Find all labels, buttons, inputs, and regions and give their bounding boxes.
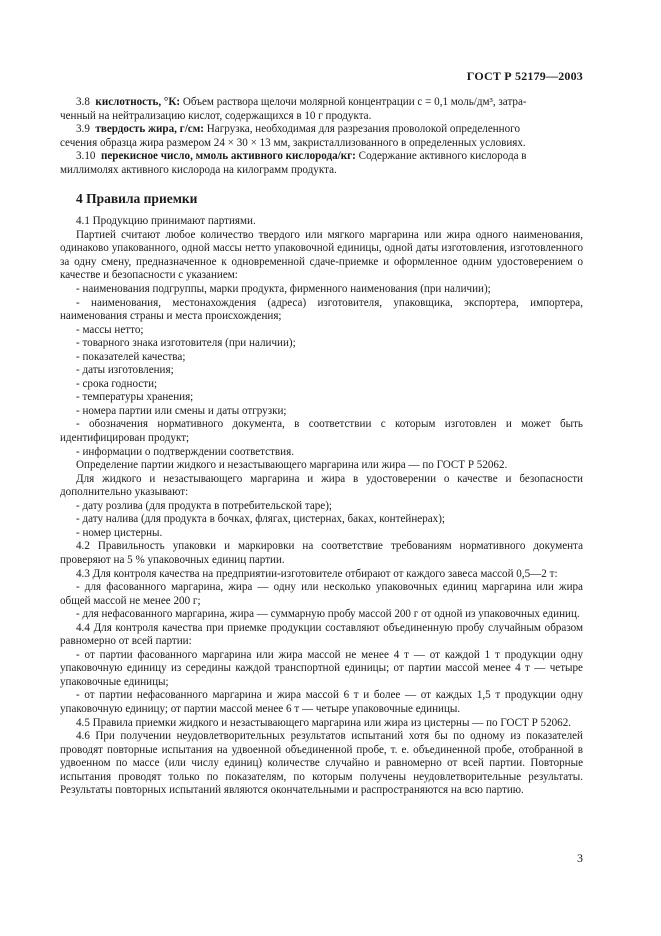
- def-number: 3.10: [76, 150, 96, 163]
- definition-3-9: [60, 123, 583, 150]
- def-term: твердость жира, г/см:: [95, 123, 204, 136]
- liquid-intro: Для жидкого и незастывающего маргарина и жира в удостоверении о качестве и безопасности дополнительно указывают:: [60, 472, 583, 499]
- sampling-list-item: - для фасованного маргарина, жира — одну или несколько упаковочных единиц маргарина или жира общей массой не менее 200 г;: [60, 581, 583, 607]
- batch-definition: Партией считают любое количество твердого или мягкого маргарина или жира одного наименования, одинаково упакованного, одной массы нетто упаковочной единицы, одной даты изготовления, изготовленного за одну смену, предназначенное к одновременной сдаче-приемке и оформленное одним удостоверением о качестве и безопасности с указанием:: [60, 228, 583, 282]
- document-header: ГОСТ Р 52179—2003: [466, 69, 583, 83]
- def-number: 3.8: [76, 96, 90, 108]
- def-text: Содержание активного кислорода в: [358, 150, 527, 163]
- def-term: кислотность, °К:: [95, 96, 181, 108]
- section-4-title: 4 Правила приемки: [76, 191, 198, 207]
- definition-3-10: [60, 150, 583, 177]
- batch-list-item: - информации о подтверждении соответствия.: [76, 445, 294, 458]
- def-text-cont: ченный на нейтрализацию кислот, содержащихся в 10 г продукта.: [60, 109, 372, 122]
- liquid-list-item: - дату розлива (для продукта в потребительской таре);: [76, 499, 333, 512]
- paragraph-4-3: 4.3 Для контроля качества на предприятии-изготовителе отбирают от каждого завеса массой 0,5—2 т:: [76, 567, 558, 580]
- paragraph-4-4: 4.4 Для контроля качества при приемке продукции составляют объединенную пробу случайным образом равномерно от всей партии:: [60, 621, 583, 648]
- def-text-cont: сечения образца жира размером 24 × 30 × 13 мм, закристаллизованного в определенных условиях.: [60, 136, 526, 149]
- paragraph-4-5: 4.5 Правила приемки жидкого и незастывающего маргарина или жира из цистерны — по ГОСТ Р 52062.: [76, 716, 572, 729]
- batch-list-item: - даты изготовления;: [76, 364, 174, 377]
- paragraph-4-1: 4.1 Продукцию принимают партиями.: [76, 215, 256, 228]
- def-text: Объем раствора щелочи молярной концентрации с = 0,1 моль/дм³, затра-: [182, 96, 527, 108]
- batch-list-item: - номера партии или смены и даты отгрузки;: [76, 404, 287, 417]
- composite-list-item: - от партии нефасованного маргарина и жира массой 6 т и более — от каждых 1,5 т продукции одну упаковочную единицу; от партии массой менее 6 т — четыре упаковочные единицы.: [60, 689, 583, 715]
- batch-list-item: - показателей качества;: [76, 350, 186, 363]
- definition-3-8: [60, 96, 583, 123]
- liquid-list-item: - номер цистерны.: [76, 526, 163, 539]
- liquid-list-item: - дату налива (для продукта в бочках, флягах, цистернах, баках, контейнерах);: [76, 513, 445, 526]
- batch-list-item: - товарного знака изготовителя (при наличии);: [76, 337, 296, 350]
- page-content: [60, 96, 583, 798]
- batch-list-item: - наименования, местонахождения (адреса) изготовителя, упаковщика, экспортера, импортера, наименования страны и места происхождения;: [60, 296, 583, 323]
- batch-list-item: - массы нетто;: [76, 323, 144, 336]
- composite-list-item: - от партии фасованного маргарина или жира массой не менее 4 т — от каждой 1 т продукции одну упаковочную единицу из середины каждой транспортной единицы; от партии массой менее 4 т — четыре упаковочные единицы;: [60, 648, 583, 688]
- sampling-list-item: - для нефасованного маргарина, жира — суммарную пробу массой 200 г от одной из упаковочных единиц.: [76, 608, 580, 621]
- def-term: перекисное число, ммоль активного кислорода/кг:: [100, 150, 356, 163]
- batch-list-item: - срока годности;: [76, 377, 158, 390]
- liquid-batch-definition: Определение партии жидкого и незастывающего маргарина или жира — по ГОСТ Р 52062.: [76, 459, 508, 472]
- batch-list-item: - наименования подгруппы, марки продукта, фирменного наименования (при наличии);: [76, 283, 491, 296]
- batch-list-item: - температуры хранения;: [76, 391, 194, 404]
- def-text: Нагрузка, необходимая для разрезания проволокой определенного: [206, 123, 520, 136]
- paragraph-4-2: 4.2 Правильность упаковки и маркировки на соответствие требованиям нормативного документа проверяют на 5 % упаковочных единиц партии.: [60, 540, 583, 566]
- page-number: 3: [577, 851, 583, 865]
- def-text-cont: миллимолях активного кислорода на килограмм продукта.: [60, 163, 337, 176]
- batch-list-item: - обозначения нормативного документа, в соответствии с которым изготовлен и может быть идентифицирован продукт;: [60, 418, 583, 445]
- def-number: 3.9: [76, 123, 90, 136]
- paragraph-4-6: 4.6 При получении неудовлетворительных результатов испытаний хотя бы по одному из показателей проводят повторные испытания на удвоенной объединенной пробе, т. е. объединенной пробе, отобранной в удвоенном по массе (или числу единиц) количестве случайно и равномерно от всей партии. Повторные испытания проводят только по показателям, по которым получены неудовлетворительные результаты. Результаты повторных испытаний являются окончательными и распространяются на всю партию.: [60, 730, 583, 797]
